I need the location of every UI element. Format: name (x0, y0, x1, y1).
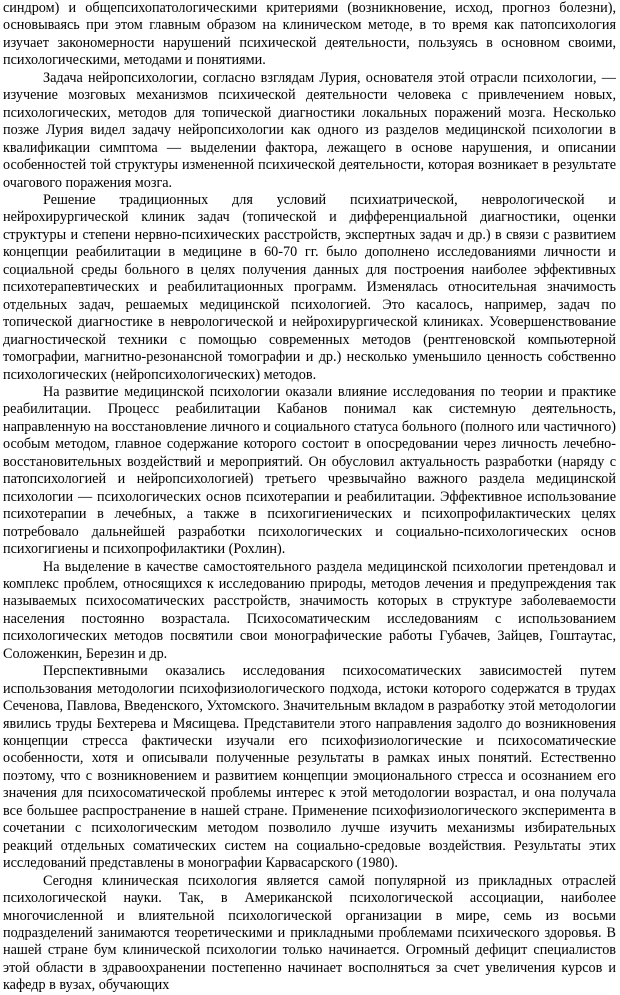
paragraph-2: Задача нейропсихологии, согласно взглядам Лурия, основателя этой отрасли психологии, — изучение мозговых механизмов психической деятельности человека с привлечением новых, психологических, методов для топической диагностики локальных поражений мозга. Несколько позже Лурия видел задачу нейропсихологии как одного из разделов медицинской психологии в квалификации симптома — выделении фактора, лежащего в основе нарушения, и описании особенностей той структуры измененной психической деятельности, которая возникает в результате очагового поражения мозга. (3, 69, 616, 191)
paragraph-7: Сегодня клиническая психология является самой популярной из прикладных отраслей психологической науки. Так, в Американской психологической ассоциации, наиболее многочисленной и влиятельной психологической организации в мире, семь из восьми подразделений занимаются теоретическими и прикладными проблемами психического здоровья. В нашей стране бум клинической психологии только начинается. Огромный дефицит специалистов этой области в здравоохранении постепенно начинает восполняться за счет увеличения курсов и кафедр в вузах, обучающих (3, 872, 616, 994)
paragraph-5: На выделение в качестве самостоятельного раздела медицинской психологии претендовал и комплекс проблем, относящихся к исследованию природы, методов лечения и предупреждения так называемых психосоматических расстройств, значимость которых в структуре заболеваемости населения постоянно возрастала. Психосоматическим исследованиям с использованием психологических методов посвятили свои монографические работы Губачев, Зайцев, Гоштаутас, Соложенкин, Березин и др. (3, 558, 616, 662)
paragraph-4: На развитие медицинской психологии оказали влияние исследования по теории и практике реабилитации. Процесс реабилитации Кабанов понимал как системную деятельность, направленную на восстановление личного и социального статуса больного (полного или частичного) особым методом, главное содержание которого состоит в опосредовании через личность лечебно-восстановительных воздействий и мероприятий. Он обусловил актуальность разработки (наряду с патопсихологией и нейропсихологией) третьего чрезвычайно важного раздела медицинской психологии — психологических основ психотерапии и реабилитации. Эффективное использование психотерапии в лечебных, а также в психогигиенических и психопрофилактических целях потребовало дальнейшей разработки психологических и социально-психологических основ психогигиены и психопрофилактики (Рохлин). (3, 383, 616, 558)
paragraph-6: Перспективными оказались исследования психосоматических зависимостей путем использования методологии психофизиологического подхода, истоки которого содержатся в трудах Сеченова, Павлова, Введенского, Ухтомского. Значительным вкладом в разработку этой методологии явились труды Бехтерева и Мясищева. Представители этого направления задолго до возникновения концепции стресса фактически изучали его психофизиологические и психосоматические особенности, хотя и описывали полученные результаты в рамках иных понятий. Естественно поэтому, что с возникновением и развитием концепции эмоционального стресса и осознанием его значения для психосоматической проблемы интерес к этой методологии возрастал, и она получала все большее распространение в нашей стране. Применение психофизиологического эксперимента в сочетании с психологическим методом позволило лучше изучить механизмы избирательных реакций отдельных соматических систем на социально-средовые воздействия. Результаты этих исследований представлены в монографии Карвасарского (1980). (3, 663, 616, 872)
paragraph-3: Решение традиционных для условий психиатрической, неврологической и нейрохирургической клиник задач (топической и дифференциальной диагностики, оценки структуры и степени нервно-психических расстройств, экспертных задач и др.) в связи с развитием концепции реабилитации в медицине в 60-70 гг. было дополнено исследованиями личности и социальной среды больного в целях получения данных для построения наиболее эффективных психотерапевтических и реабилитационных программ. Изменялась относительная значимость отдельных задач, решаемых медицинской психологией. Это касалось, например, задач по топической диагностике в неврологической и нейрохирургической клиниках. Усовершенствование диагностической техники с помощью современных методов (рентгеновской компьютерной томографии, магнитно-резонансной томографии и др.) несколько уменьшило ценность собственно психологических (нейропсихологических) методов. (3, 191, 616, 383)
paragraph-1: синдром) и общепсихопатологическими критериями (возникновение, исход, прогноз болезни), основываясь при этом главным образом на клиническом методе, в то время как патопсихология изучает закономерности нарушений психической деятельности, пользуясь в основном своими, психологическими, методами и понятиями. (3, 0, 616, 69)
document-page (3, 0, 616, 994)
